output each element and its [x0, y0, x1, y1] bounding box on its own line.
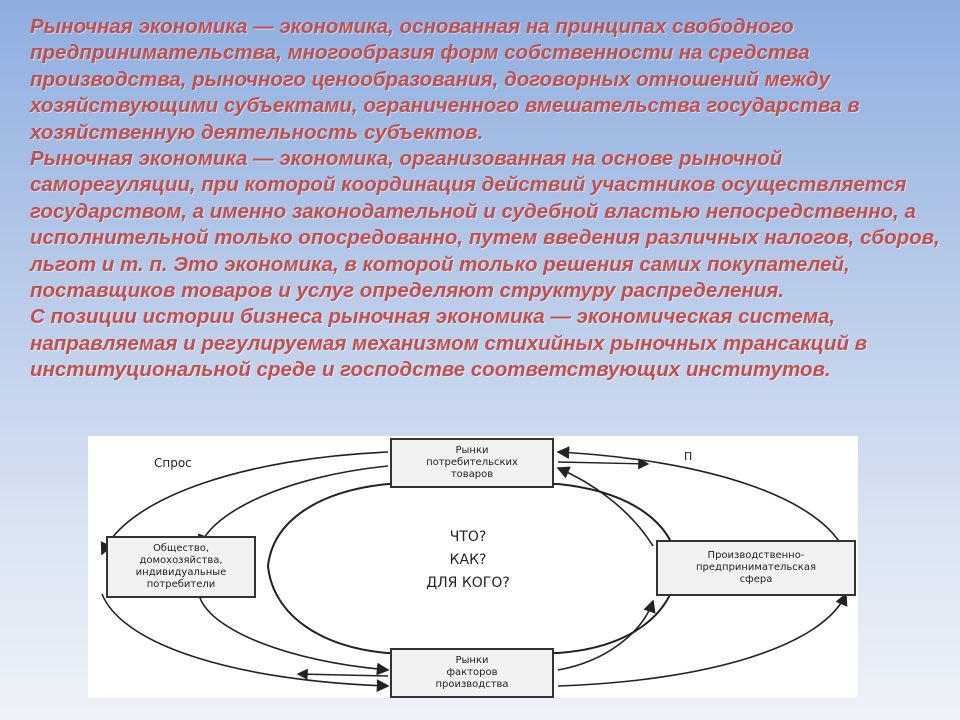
outer-ring-right-bottom — [558, 594, 846, 686]
box-right-line-3: сфера — [739, 574, 773, 585]
question-how: КАК? — [449, 552, 487, 568]
question-for-whom: ДЛЯ КОГО? — [426, 575, 510, 591]
paragraph-2: Рыночная экономика — экономика, организованная на основе рыночной саморегуляции, при которой координация действий участников осуществляется государством, а именно законодательной и судебной властью непосредственно, а исполнительной только опосредованно, путем введения различных налогов, сборов, льгот и т. п. Это экономика, в которой только решения самих покупателей, поставщиков товаров и услуг определяют структуру распределения. — [30, 147, 940, 303]
box-households — [106, 536, 256, 598]
box-bottom-line-3: производства — [435, 679, 509, 690]
box-factor-markets — [390, 648, 554, 698]
box-left-line-2: домохозяйства, — [139, 555, 223, 566]
box-right-line-1: Производственно- — [707, 550, 805, 561]
middle-ring-right-bottom — [558, 601, 653, 670]
box-left-line-1: Общество, — [152, 543, 210, 554]
box-left-line-3: индивидуальные — [135, 567, 227, 578]
paragraph-1: Рыночная экономика — экономика, основанная на принципах свободного предпринимательства, многообразия форм собственности на средства производства, рыночного ценообразования, договорных отношений между хозяйствующими субъектами, ограниченного вмешательства государства в хозяйственную деятельность субъектов. — [30, 15, 860, 144]
middle-ring-left-top — [200, 466, 388, 546]
label-demand: Спрос — [154, 456, 192, 470]
box-consumer-goods-markets — [390, 438, 554, 488]
paragraph-3: С позиции истории бизнеса рыночная экономика — экономическая система, направляемая и регулируемая механизмом стихийных рыночных трансакций в институциональной среде и господстве соответствующих институтов. — [30, 305, 868, 382]
middle-ring-left-bottom — [200, 598, 388, 670]
box-production-sphere — [656, 540, 856, 596]
inner-arrow-top — [558, 462, 648, 464]
market-circular-flow-diagram — [88, 436, 858, 698]
box-left-line-4: потребители — [146, 579, 216, 590]
box-bottom-line-2: факторов — [446, 667, 498, 678]
inner-arrow-bottom — [298, 674, 388, 676]
box-bottom-line-1: Рынки — [455, 655, 489, 666]
middle-ring-right-top — [558, 468, 653, 546]
definition-text — [30, 14, 940, 384]
outer-ring-left-bottom — [102, 594, 388, 686]
outer-ring-right-top — [558, 452, 846, 554]
question-what: ЧТО? — [449, 529, 487, 545]
box-top-line-2: потребительских — [426, 457, 518, 468]
central-questions — [388, 526, 548, 595]
box-top-line-3: товаров — [450, 469, 494, 480]
box-right-line-2: предпринимательская — [696, 562, 816, 573]
label-supply: П — [684, 450, 693, 463]
box-top-line-1: Рынки — [455, 445, 489, 456]
